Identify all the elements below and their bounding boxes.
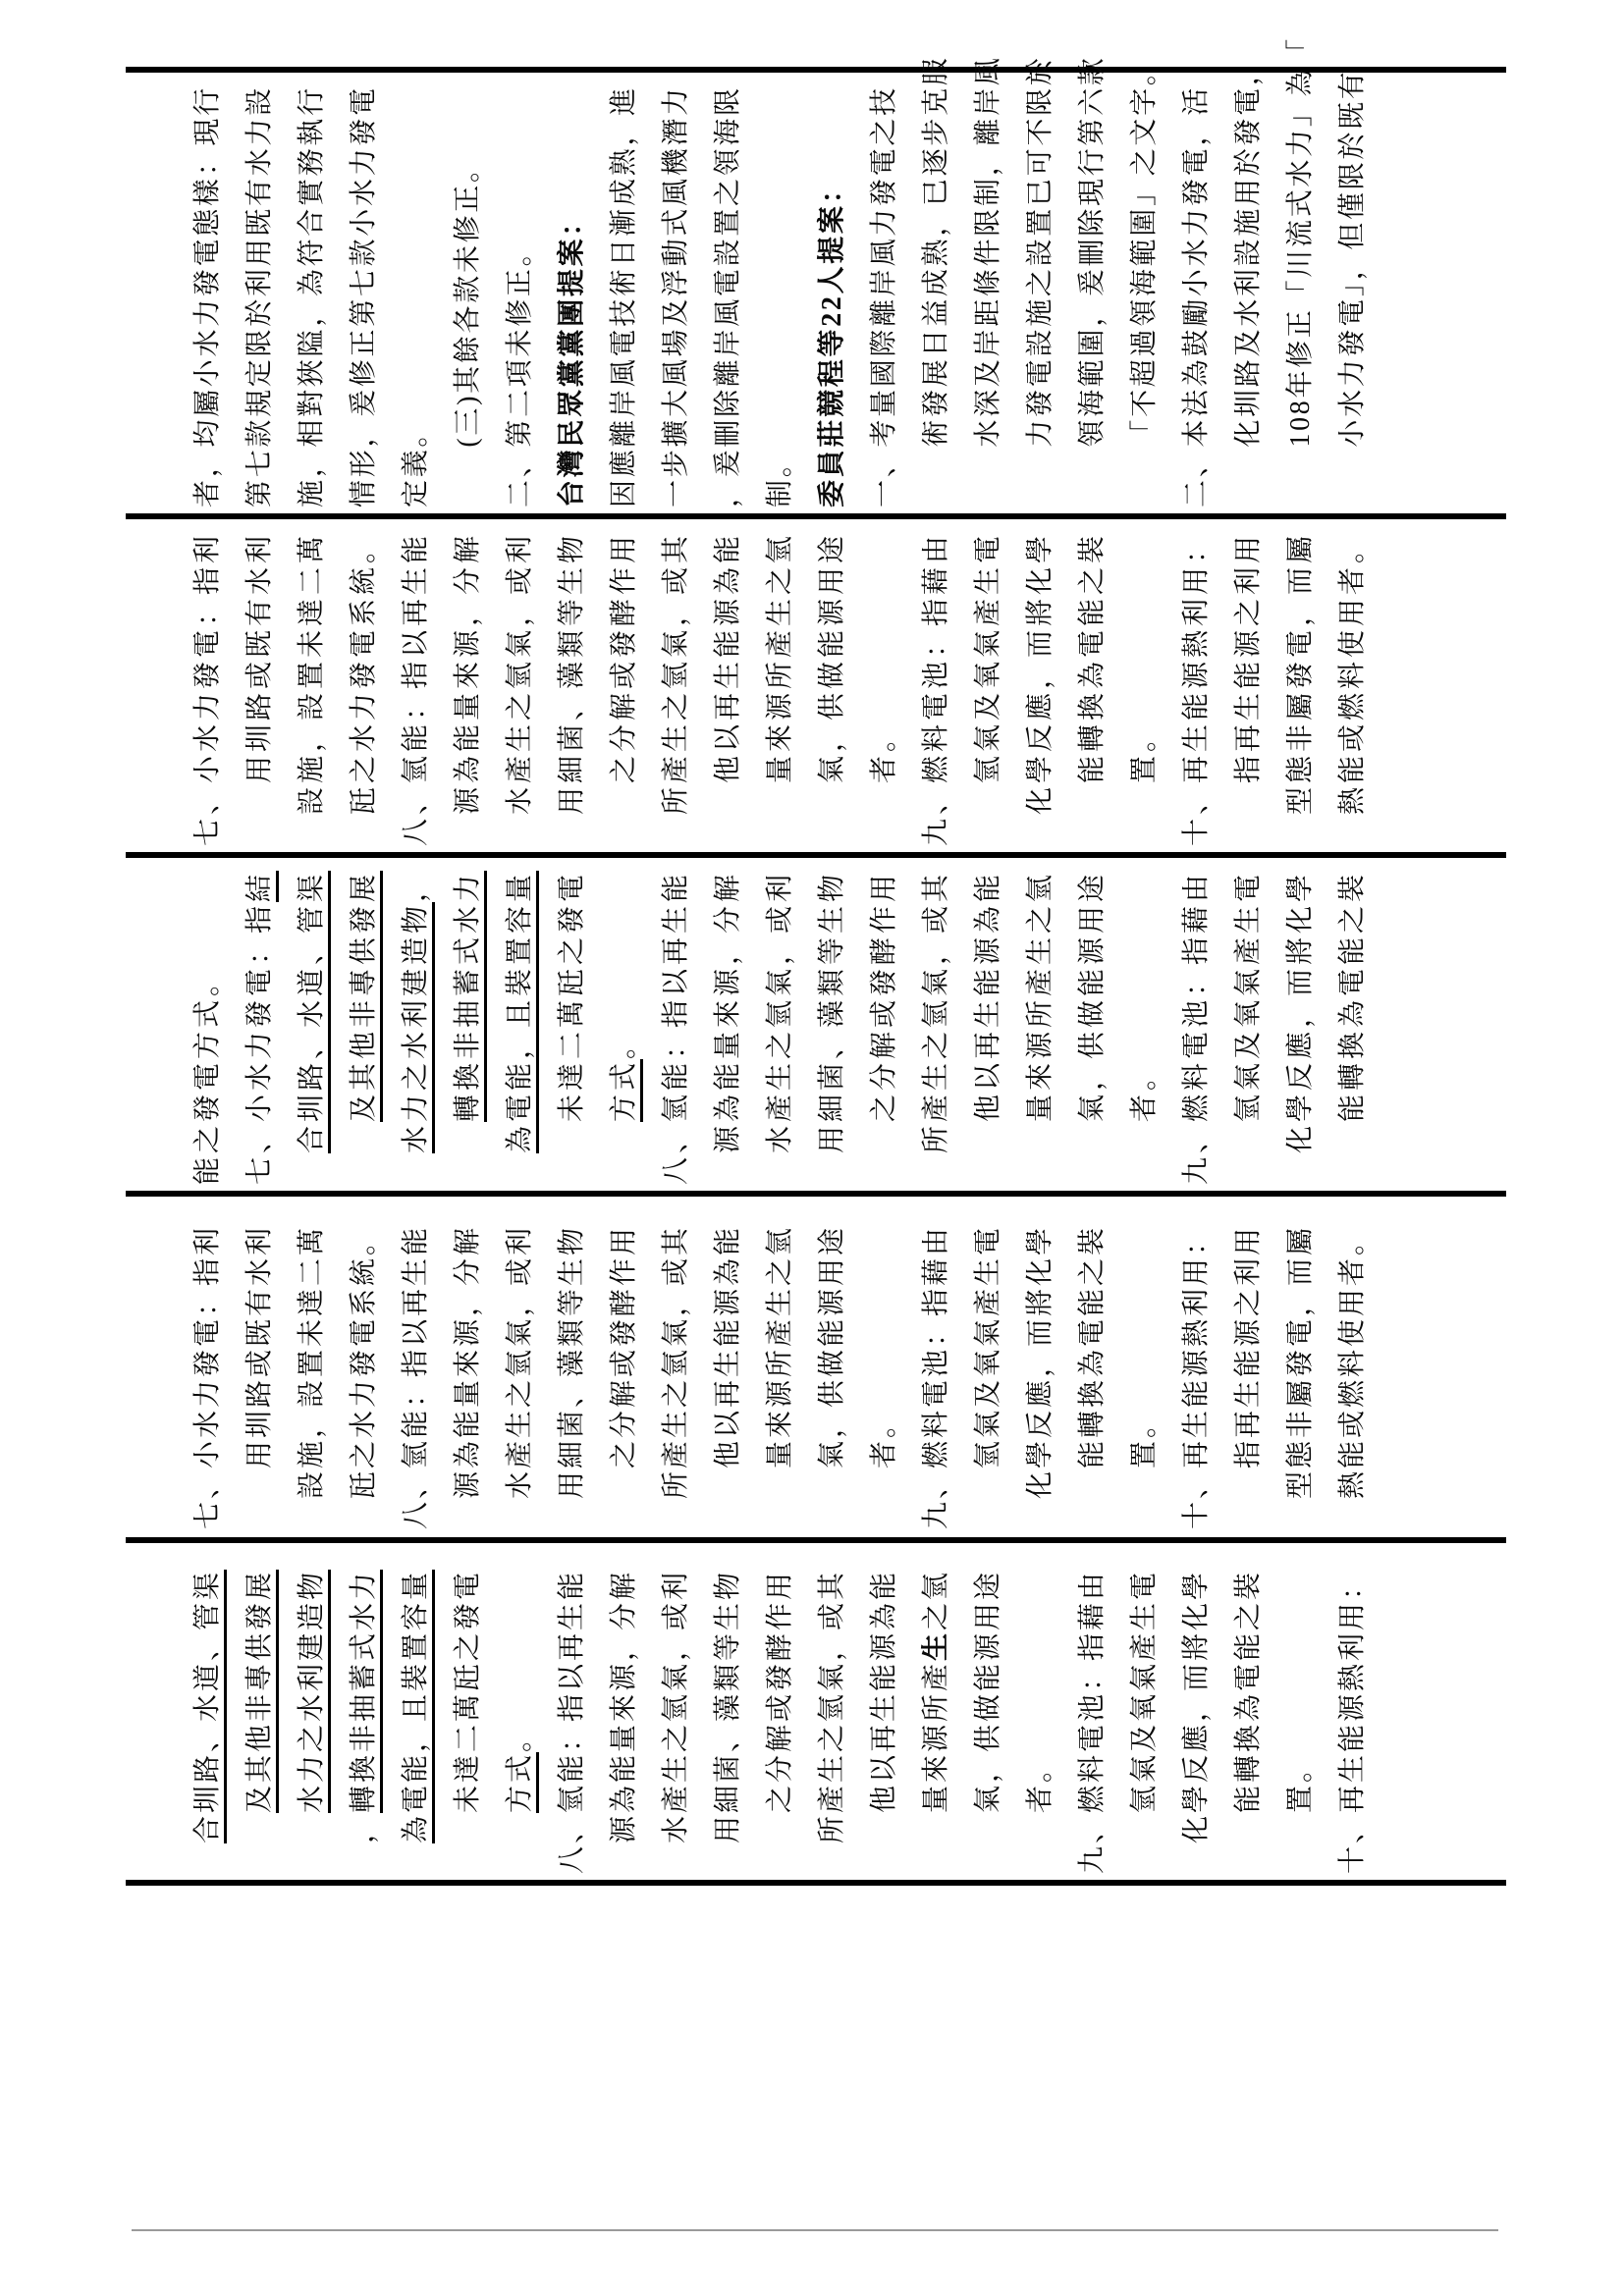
text-line xyxy=(454,871,484,1122)
text-line xyxy=(454,1570,484,1813)
text-line xyxy=(662,85,692,507)
text-line xyxy=(298,1570,328,1813)
text-line xyxy=(974,56,1004,448)
text-segment: 九、燃料電池：指藉由 xyxy=(921,1224,951,1529)
text-line xyxy=(454,532,484,815)
text-segment: ， xyxy=(401,870,431,902)
text-line xyxy=(766,871,796,1153)
text-line xyxy=(298,85,328,507)
text-segment: 九、燃料電池：指藉由 xyxy=(1181,870,1212,1185)
text-line xyxy=(662,532,692,815)
text-segment: 用細菌、藻類等生物 xyxy=(557,531,587,815)
text-segment: 能轉換為電能之裝 xyxy=(1077,531,1108,783)
text-line xyxy=(402,532,432,846)
text-line xyxy=(974,871,1004,1122)
text-segment: 他以再生能源為能 xyxy=(973,870,1003,1122)
text-segment: 水深及岸距條件限制，離岸風 xyxy=(973,55,1003,448)
text-segment: 水產生之氫氣，或利 xyxy=(505,531,535,815)
text-line xyxy=(922,532,952,846)
text-line xyxy=(1026,532,1056,815)
text-segment: 制。 xyxy=(765,447,795,507)
amended-text: 合圳路、水道、管渠 xyxy=(192,1570,227,1843)
text-segment: 瓩之水力發電系統。 xyxy=(349,1224,379,1499)
text-line xyxy=(662,1225,692,1499)
text-segment: 量來源所產 xyxy=(921,1660,951,1813)
text-segment: 量來源所產生之氫 xyxy=(765,1224,795,1468)
text-segment: 氫氣及氧氣產生電 xyxy=(973,531,1003,783)
text-segment: 源為能量來源，分解 xyxy=(453,531,483,815)
text-segment: 之分解或發酵作用 xyxy=(609,1224,639,1468)
text-segment: 用細菌、藻類等生物 xyxy=(713,1569,743,1843)
text-line xyxy=(922,1570,952,1813)
table-rule-6 xyxy=(126,1880,1506,1886)
amended-text: 轉換非抽蓄式水力 xyxy=(453,871,487,1122)
text-segment: 他以再生能源為能 xyxy=(869,1569,899,1813)
text-line xyxy=(245,532,276,783)
text-line xyxy=(974,1570,1004,1813)
text-line xyxy=(558,532,588,815)
text-line xyxy=(193,532,224,846)
text-line xyxy=(818,1570,848,1843)
text-segment: 七、小水力發電：指利 xyxy=(192,531,223,846)
table-rule-3 xyxy=(126,852,1506,858)
text-segment: 氫氣及氧氣產生電 xyxy=(973,1224,1003,1468)
text-line xyxy=(558,1570,588,1874)
text-segment: 源為能量來源，分解 xyxy=(713,870,743,1153)
text-segment: 情形，爰修正第七款小水力發電 xyxy=(349,85,379,507)
text-line xyxy=(402,417,432,507)
text-segment: 施，相對狹隘，為符合實務執行 xyxy=(297,85,327,507)
text-line xyxy=(1130,721,1161,783)
text-segment: 者。 xyxy=(1129,1058,1160,1122)
text-line xyxy=(766,1570,796,1813)
text-segment: 用圳路或既有水利 xyxy=(244,531,275,783)
text-segment: 者。 xyxy=(1025,1751,1056,1813)
text-line xyxy=(610,1225,640,1468)
emphasized-text: 台灣民眾黨黨團提案： xyxy=(557,205,587,507)
text-segment: 之分解或發酵作用 xyxy=(869,870,899,1122)
text-line xyxy=(1338,532,1369,815)
text-line xyxy=(298,871,328,1153)
amended-text: 結 xyxy=(244,871,279,902)
text-segment: 所產生之氫氣，或其 xyxy=(661,531,691,815)
text-line xyxy=(1130,1408,1161,1468)
text-segment: 化學反應，而將化學 xyxy=(1285,870,1316,1153)
text-line xyxy=(1182,871,1213,1185)
text-segment: 之分解或發酵作用 xyxy=(765,1569,795,1813)
text-segment: 氫氣及氧氣產生電 xyxy=(1233,870,1264,1122)
text-line xyxy=(714,1570,744,1843)
text-segment: 九、燃料電池：指藉由 xyxy=(921,531,951,846)
text-segment: 水產生之氫氣，或利 xyxy=(505,1224,535,1499)
text-segment: 108年修正「川流式水力」為「 xyxy=(1285,36,1316,448)
table-edge-thin-rule xyxy=(132,2229,1498,2231)
text-segment: 量來源所產生之氫 xyxy=(1025,870,1056,1122)
text-line xyxy=(922,56,952,448)
text-segment: 水產生之氫氣，或利 xyxy=(765,870,795,1153)
text-line xyxy=(1286,871,1317,1153)
text-segment: 八、氫能：指以再生能 xyxy=(661,870,691,1185)
text-line xyxy=(350,1570,380,1843)
text-line xyxy=(922,871,952,1153)
text-segment: 能轉換為電能之裝 xyxy=(1337,870,1368,1122)
text-segment: 氣，供做能源用途 xyxy=(973,1569,1003,1813)
text-segment: 水產生之氫氣，或利 xyxy=(661,1569,691,1843)
text-segment: 化學反應，而將化學 xyxy=(1025,531,1056,815)
text-segment: 十、再生能源熱利用： xyxy=(1181,1224,1212,1529)
emphasized-text: 生 xyxy=(921,1629,951,1661)
text-segment: 所產生之氫氣，或其 xyxy=(921,870,951,1153)
text-line xyxy=(350,85,380,507)
text-segment: 化學反應，而將化學 xyxy=(1025,1224,1056,1499)
amended-text: 方式 xyxy=(609,1059,643,1122)
text-line xyxy=(506,1722,536,1813)
text-line xyxy=(870,1408,900,1468)
text-segment: 瓩之水力發電系統。 xyxy=(349,531,379,815)
text-line xyxy=(402,1225,432,1529)
text-line xyxy=(714,1225,744,1468)
text-line xyxy=(1234,1570,1265,1813)
text-line xyxy=(350,871,380,1122)
text-line xyxy=(1078,532,1109,783)
text-line xyxy=(974,532,1004,783)
text-segment: 熱能或燃料使用者。 xyxy=(1337,531,1368,815)
amended-text: 方式 xyxy=(505,1752,539,1813)
text-line xyxy=(1338,70,1369,448)
text-line xyxy=(610,1570,640,1843)
text-line xyxy=(1078,871,1109,1122)
text-line xyxy=(1234,532,1265,783)
text-line xyxy=(350,1225,380,1499)
text-segment: 之分解或發酵作用 xyxy=(609,531,639,783)
text-segment: 指再生能源之利用 xyxy=(1233,1224,1264,1468)
text-line xyxy=(766,532,796,783)
text-line xyxy=(714,85,744,507)
text-line xyxy=(818,1225,848,1468)
text-line xyxy=(818,174,848,507)
text-segment: 九、燃料電池：指藉由 xyxy=(1077,1569,1108,1874)
text-segment: 用細菌、藻類等生物 xyxy=(557,1224,587,1499)
text-segment: 熱能或燃料使用者。 xyxy=(1337,1224,1368,1499)
text-line xyxy=(193,965,224,1185)
amended-text: 合圳路、水道、管渠 xyxy=(297,871,331,1153)
text-line xyxy=(1026,871,1056,1122)
text-segment: 「不超過領海範圍」之文字。 xyxy=(1129,55,1160,448)
text-line xyxy=(245,871,276,1185)
text-segment: 八、氫能：指以再生能 xyxy=(401,531,431,846)
text-segment: 。 xyxy=(609,1027,639,1059)
text-segment: 未達二萬瓩之發電 xyxy=(557,870,587,1122)
text-line xyxy=(1338,1225,1369,1499)
text-line xyxy=(922,1225,952,1529)
text-line xyxy=(974,1225,1004,1468)
text-segment: 領海範圍，爰刪除現行第六款 xyxy=(1077,55,1108,448)
text-segment: 指再生能源之利用 xyxy=(1233,531,1264,783)
text-segment: 二、第二項未修正。 xyxy=(505,236,535,507)
text-segment: 置。 xyxy=(1129,1407,1160,1468)
text-line xyxy=(870,871,900,1122)
text-segment: 量來源所產生之氫 xyxy=(765,531,795,783)
text-segment: 者。 xyxy=(869,1407,899,1468)
text-line xyxy=(1182,532,1213,846)
text-line xyxy=(1234,1225,1265,1468)
text-line xyxy=(193,85,224,507)
text-line xyxy=(506,532,536,815)
text-line xyxy=(1026,1752,1056,1813)
text-line xyxy=(1286,532,1317,815)
text-segment: 。 xyxy=(505,1721,535,1752)
text-segment: 所產生之氫氣，或其 xyxy=(817,1569,847,1843)
text-segment: 他以再生能源為能 xyxy=(713,1224,743,1468)
text-line xyxy=(1130,1059,1161,1122)
text-line xyxy=(818,532,848,783)
table-rule-4 xyxy=(126,1191,1506,1197)
text-line xyxy=(714,871,744,1153)
amended-text: 轉換非抽蓄式水力 xyxy=(349,1570,383,1813)
text-segment: 之氫 xyxy=(921,1569,951,1630)
amended-text: 為電能，且裝置容量 xyxy=(401,1570,435,1843)
text-segment: 術發展日益成熟，已逐步克服 xyxy=(921,55,951,448)
amended-text: 及其他非專供發展 xyxy=(244,1570,279,1813)
text-line xyxy=(662,871,692,1185)
text-line xyxy=(1026,1225,1056,1499)
text-segment: 置。 xyxy=(1129,720,1160,783)
text-line xyxy=(402,1570,432,1843)
text-segment: 氫氣及氧氣產生電 xyxy=(1129,1569,1160,1813)
text-line xyxy=(870,1570,900,1813)
text-segment: 二、本法為鼓勵小水力發電，活 xyxy=(1181,85,1212,507)
text-line xyxy=(350,532,380,815)
text-line xyxy=(1182,1570,1213,1843)
text-line xyxy=(870,85,900,507)
text-line xyxy=(610,532,640,783)
amended-text: 及其他非專供發展 xyxy=(349,871,383,1122)
text-segment: 一步擴大風場及浮動式風機潛力 xyxy=(661,85,691,507)
text-segment: 定義。 xyxy=(401,416,431,507)
text-line xyxy=(245,1570,276,1813)
text-line xyxy=(766,448,796,507)
text-line xyxy=(1234,871,1265,1122)
text-segment: 能之發電方式。 xyxy=(192,964,223,1185)
text-line xyxy=(610,85,640,507)
text-segment: (三)其餘各款未修正。 xyxy=(453,152,483,448)
text-segment: 第七款規定限於利用既有水力設 xyxy=(244,85,275,507)
text-line xyxy=(1286,36,1317,448)
text-segment: 用圳路或既有水利 xyxy=(244,1224,275,1468)
text-line xyxy=(1338,1570,1369,1874)
text-line xyxy=(298,1225,328,1499)
text-line xyxy=(1078,1570,1109,1874)
text-line xyxy=(1026,56,1056,448)
text-line xyxy=(193,1570,224,1843)
text-line xyxy=(1130,56,1161,448)
text-line xyxy=(506,1225,536,1499)
text-line xyxy=(1286,1752,1317,1813)
text-line xyxy=(714,532,744,783)
text-segment: ，爰刪除離岸風電設置之領海限 xyxy=(713,85,743,507)
text-segment: 七、小水力發電：指 xyxy=(244,901,275,1185)
text-segment: 氣，供做能源用途 xyxy=(817,531,847,783)
text-line xyxy=(558,206,588,507)
text-segment: 置。 xyxy=(1285,1751,1316,1813)
text-segment: 因應離岸風電技術日漸成熟，進 xyxy=(609,85,639,507)
text-line xyxy=(454,1225,484,1499)
text-line xyxy=(1130,1570,1161,1813)
text-line xyxy=(1338,871,1369,1122)
text-line xyxy=(818,871,848,1153)
text-segment: 他以再生能源為能 xyxy=(713,531,743,783)
text-segment: 一、考量國際離岸風力發電之技 xyxy=(869,85,899,507)
text-segment: 七、小水力發電：指利 xyxy=(192,1224,223,1529)
text-segment: 八、氫能：指以再生能 xyxy=(401,1224,431,1529)
text-segment: 氣，供做能源用途 xyxy=(1077,870,1108,1122)
text-line xyxy=(1234,56,1265,448)
text-segment: 八、氫能：指以再生能 xyxy=(557,1569,587,1874)
text-segment: 氣，供做能源用途 xyxy=(817,1224,847,1468)
text-segment: 源為能量來源，分解 xyxy=(609,1569,639,1843)
text-line xyxy=(1182,85,1213,507)
emphasized-text: 委員莊競程等22人提案： xyxy=(817,173,847,507)
text-segment: 設施，設置未達二萬 xyxy=(297,1224,327,1499)
text-line xyxy=(245,85,276,507)
text-line xyxy=(193,1225,224,1529)
text-line xyxy=(766,1225,796,1468)
text-line xyxy=(454,152,484,447)
text-segment: 十、再生能源熱利用： xyxy=(1337,1569,1368,1874)
text-segment: 能轉換為電能之裝 xyxy=(1233,1569,1264,1813)
text-segment: 未達二萬瓩之發電 xyxy=(453,1569,483,1813)
text-segment: 所產生之氫氣，或其 xyxy=(661,1224,691,1499)
text-segment: 十、再生能源熱利用： xyxy=(1181,531,1212,846)
text-segment: 化學反應，而將化學 xyxy=(1181,1569,1212,1843)
amended-text: 水力之水利建造物 xyxy=(297,1570,331,1813)
text-line xyxy=(558,871,588,1122)
text-line xyxy=(1078,1225,1109,1468)
amended-text: 水力之水利建造物 xyxy=(401,902,435,1153)
text-segment: 用細菌、藻類等生物 xyxy=(817,870,847,1153)
text-line xyxy=(558,1225,588,1499)
text-line xyxy=(870,721,900,783)
text-line xyxy=(506,871,536,1153)
text-line xyxy=(1078,56,1109,448)
text-line xyxy=(1286,1225,1317,1499)
text-segment: 能轉換為電能之裝 xyxy=(1077,1224,1108,1468)
amended-text: 為電能，且裝置容量 xyxy=(505,871,539,1153)
text-segment: 型態非屬發電，而屬 xyxy=(1285,531,1316,815)
text-line xyxy=(298,532,328,815)
text-line xyxy=(402,871,432,1153)
text-segment: 力發電設施之設置已可不限於 xyxy=(1025,55,1056,448)
text-line xyxy=(506,237,536,507)
text-line xyxy=(662,1570,692,1843)
text-line xyxy=(245,1225,276,1468)
text-segment: 小水力發電」，但僅限於既有 xyxy=(1337,69,1368,448)
text-segment: 源為能量來源，分解 xyxy=(453,1224,483,1499)
text-segment: 設施，設置未達二萬 xyxy=(297,531,327,815)
table-rule-5 xyxy=(126,1537,1506,1543)
text-segment: 型態非屬發電，而屬 xyxy=(1285,1224,1316,1499)
text-segment: 者，均屬小水力發電態樣：現行 xyxy=(192,85,223,507)
text-segment: 化圳路及水利設施用於發電， xyxy=(1233,55,1264,448)
text-segment: 者。 xyxy=(869,720,899,783)
text-segment: ， xyxy=(349,1812,379,1843)
text-line xyxy=(1182,1225,1213,1529)
table-rule-2 xyxy=(126,513,1506,519)
text-line xyxy=(610,1028,640,1122)
